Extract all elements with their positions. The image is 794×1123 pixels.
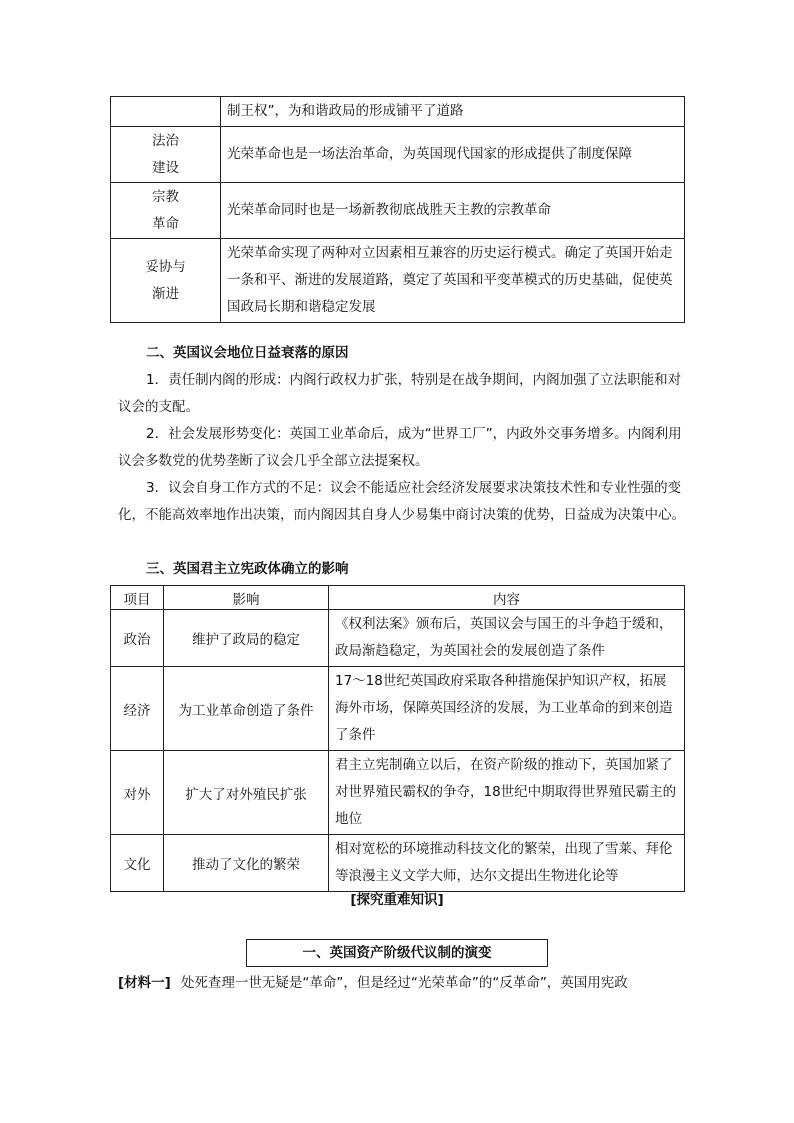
row-key-line: 革命 [152,215,179,232]
table-row [111,127,685,183]
topic-box: 一、英国资产阶级代议制的演变 [246,939,548,967]
list-item: 1．责任制内阁的形成：内阁行政权力扩张，特别是在战争期间，内阁加强了立法职能和对议会的支配。 [118,372,682,415]
row-key [111,183,221,239]
table-row [111,751,685,835]
table-row [111,667,685,751]
cell-content: 17～18世纪英国政府采取各种措施保护知识产权，拓展海外市场，保障英国经济的发展，为工业革命的到来创造了条件 [329,667,685,751]
material-text: 处死查理一世无疑是“革命”，但是经过“光荣革命”的“反革命”，英国用宪政 [180,975,628,991]
cell-effect: 扩大了对外殖民扩张 [164,751,329,835]
column-header: 项目 [111,586,164,610]
impact-table [110,585,685,892]
table-row [111,610,685,667]
cell-content: 《权利法案》颁布后，英国议会与国王的斗争趋于缓和，政局渐趋稳定，为英国社会的发展创造了条件 [329,610,685,667]
row-key [111,97,221,127]
cell-item: 政治 [111,610,164,667]
row-value: 光荣革命实现了两种对立因素相互兼容的历史运行模式。确定了英国开始走一条和平、渐进的发展道路，奠定了英国和平变革模式的历史基础，促使英国政局长期和谐稳定发展 [221,239,685,323]
cell-content: 相对宽松的环境推动科技文化的繁荣，出现了雪莱、拜伦等浪漫主义文学大师，达尔文提出生物进化论等 [329,835,685,892]
table-row [111,239,685,323]
cell-effect: 维护了政局的稳定 [164,610,329,667]
table-row [111,97,685,127]
significance-table [110,96,685,323]
cell-content: 君主立宪制确立以后，在资产阶级的推动下，英国加紧了对世界殖民霸权的争夺，18世纪中期取得世界殖民霸主的地位 [329,751,685,835]
row-key-line: 渐进 [152,285,179,302]
row-key [111,239,221,323]
row-key [111,127,221,183]
row-value: 光荣革命同时也是一场新教彻底战胜天主教的宗教革命 [221,183,685,239]
row-value: 制王权”，为和谐政局的形成铺平了道路 [221,97,685,127]
row-key-line: 法治 [152,132,179,149]
row-key-line: 宗教 [152,188,179,205]
row-key-line: 妥协与 [145,258,186,275]
column-header: 内容 [329,586,685,610]
explore-title: [探究重难知识] [350,892,444,908]
cell-item: 文化 [111,835,164,892]
cell-effect: 为工业革命创造了条件 [164,667,329,751]
material-paragraph [118,970,688,997]
table-header-row [111,586,685,610]
row-value: 光荣革命也是一场法治革命，为英国现代国家的形成提供了制度保障 [221,127,685,183]
section-heading: 二、英国议会地位日益衰落的原因 [146,345,349,361]
list-item: 3．议会自身工作方式的不足：议会不能适应社会经济发展要求决策技术性和专业性强的变化，不能高效率地作出决策，而内阁因其自身人少易集中商讨决策的优势，日益成为决策中心。 [118,480,685,523]
table-row [111,183,685,239]
table-row [111,835,685,892]
cell-item: 对外 [111,751,164,835]
cell-item: 经济 [111,667,164,751]
list-item: 2．社会发展形势变化：英国工业革命后，成为“世界工厂”，内政外交事务增多。内阁利用议会多数党的优势垄断了议会几乎全部立法提案权。 [118,426,682,469]
section-heading: 三、英国君主立宪政体确立的影响 [146,561,349,577]
cell-effect: 推动了文化的繁荣 [164,835,329,892]
column-header: 影响 [164,586,329,610]
material-label: [材料一] [118,975,171,991]
row-key-line: 建设 [152,159,179,176]
